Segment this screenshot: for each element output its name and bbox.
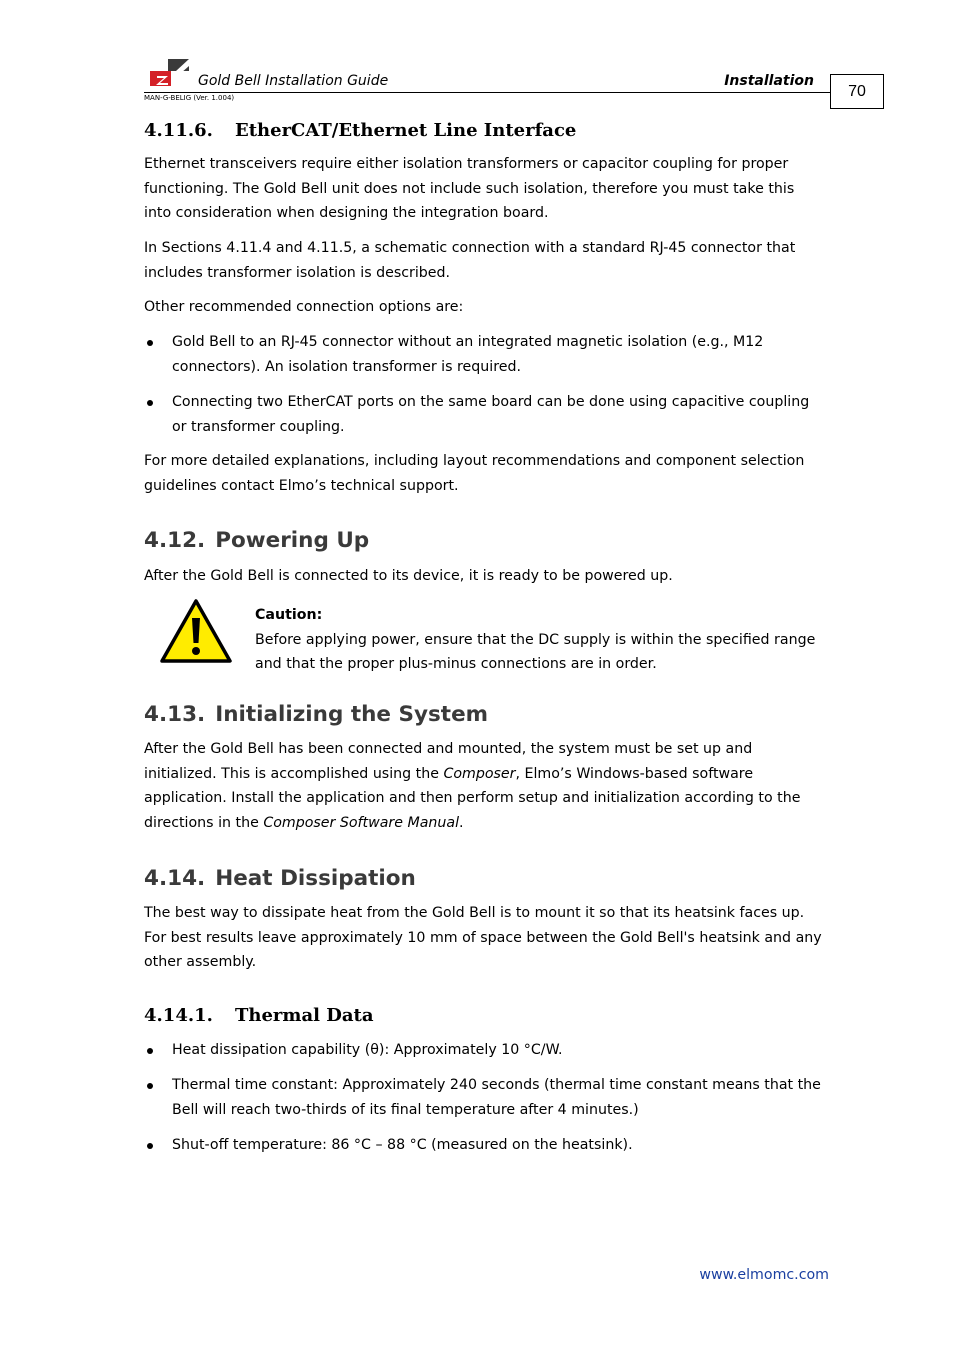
chapter-name: Installation (724, 73, 814, 89)
text-run: directions in the (144, 814, 264, 831)
text-line: application. Install the application and then perform setup and initialization according to the (144, 790, 801, 807)
website-link[interactable]: www.elmomc.com (699, 1267, 829, 1283)
header-divider (144, 92, 830, 93)
manual-title-emphasis: Composer Software Manual (263, 814, 460, 831)
section-title: Thermal Data (235, 1005, 374, 1026)
paragraph (144, 564, 834, 589)
text-line: For more detailed explanations, including layout recommendations and component selection (144, 453, 805, 469)
text-line: includes transformer isolation is described. (144, 264, 451, 281)
text-line: Gold Bell to an RJ-45 connector without an integrated magnetic isolation (e.g., M12 (172, 334, 764, 350)
document-title: Gold Bell Installation Guide (198, 73, 389, 89)
document-code: MAN-G-BELIG (Ver. 1.004) (144, 94, 235, 102)
text-line: connectors). An isolation transformer is required. (172, 358, 521, 375)
warning-triangle-icon (159, 598, 233, 664)
text-line: The best way to dissipate heat from the Gold Bell is to mount it so that its heatsink faces up. (144, 905, 805, 921)
text-line: For best results leave approximately 10 mm of space between the Gold Bell's heatsink and any (144, 929, 822, 946)
text-line: Thermal time constant: Approximately 240 seconds (thermal time constant means that the (172, 1077, 821, 1093)
composer-emphasis: Composer (443, 765, 516, 782)
section-heading-4-14-1 (144, 1005, 834, 1026)
text-line: Before applying power, ensure that the DC supply is within the specified range (255, 631, 816, 648)
section-number: 4.14.1. (144, 1005, 213, 1026)
text-line: Ethernet transceivers require either isolation transformers or capacitor coupling for proper (144, 156, 789, 172)
section-number: 4.11.6. (144, 120, 213, 141)
section-title: Powering Up (215, 528, 370, 553)
paragraph (144, 449, 834, 498)
text-line: into consideration when designing the integration board. (144, 205, 549, 222)
text-line: Heat dissipation capability (θ): Approximately 10 °C/W. (172, 1042, 563, 1058)
section-title: Initializing the System (215, 702, 489, 727)
text-line: Bell will reach two-thirds of its final temperature after 4 minutes.) (172, 1101, 639, 1118)
section-number: 4.12. (144, 528, 206, 553)
exclamation-dot (192, 647, 200, 655)
elmo-logo-icon (148, 58, 190, 88)
section-title: EtherCAT/Ethernet Line Interface (235, 120, 577, 141)
text-run: . (459, 814, 464, 831)
text-line: Shut-off temperature: 86 °C – 88 °C (measured on the heatsink). (172, 1137, 633, 1153)
text-line: Connecting two EtherCAT ports on the same board can be done using capacitive coupling (172, 394, 810, 410)
text-line: functioning. The Gold Bell unit does not include such isolation, therefore you must take this (144, 180, 795, 197)
bullet-icon (147, 340, 153, 346)
section-heading-4-13 (144, 702, 834, 727)
text-run: , Elmo’s Windows-based software (515, 765, 754, 782)
bullet-icon (147, 1083, 153, 1089)
text-line: In Sections 4.11.4 and 4.11.5, a schematic connection with a standard RJ-45 connector that (144, 240, 796, 256)
bullet-icon (147, 1048, 153, 1054)
text-line: After the Gold Bell is connected to its device, it is ready to be powered up. (144, 568, 673, 584)
text-run: initialized. This is accomplished using the (144, 765, 444, 782)
section-heading-4-14 (144, 866, 834, 891)
section-heading-4-11-6 (144, 120, 834, 141)
text-line: Other recommended connection options are: (144, 299, 464, 315)
section-number: 4.14. (144, 866, 206, 891)
text-line (144, 811, 834, 836)
text-line: After the Gold Bell has been connected and mounted, the system must be set up and (144, 741, 753, 757)
text-line: and that the proper plus-minus connections are in order. (255, 656, 657, 673)
text-line: other assembly. (144, 954, 257, 971)
section-number: 4.13. (144, 702, 206, 727)
section-heading-4-12 (144, 528, 834, 553)
page-header (144, 56, 830, 104)
paragraph (144, 295, 834, 320)
caution-note (255, 603, 834, 677)
text-line: guidelines contact Elmo’s technical support. (144, 477, 459, 494)
caution-label: Caution: (255, 607, 323, 623)
paragraph (144, 737, 834, 835)
text-line (144, 762, 834, 787)
section-title: Heat Dissipation (215, 866, 416, 891)
bullet-icon (147, 400, 153, 406)
page-number: 70 (830, 74, 884, 109)
text-line: or transformer coupling. (172, 418, 345, 435)
paragraph (144, 901, 834, 975)
paragraph (144, 152, 834, 226)
bullet-icon (147, 1143, 153, 1149)
paragraph (144, 236, 834, 285)
